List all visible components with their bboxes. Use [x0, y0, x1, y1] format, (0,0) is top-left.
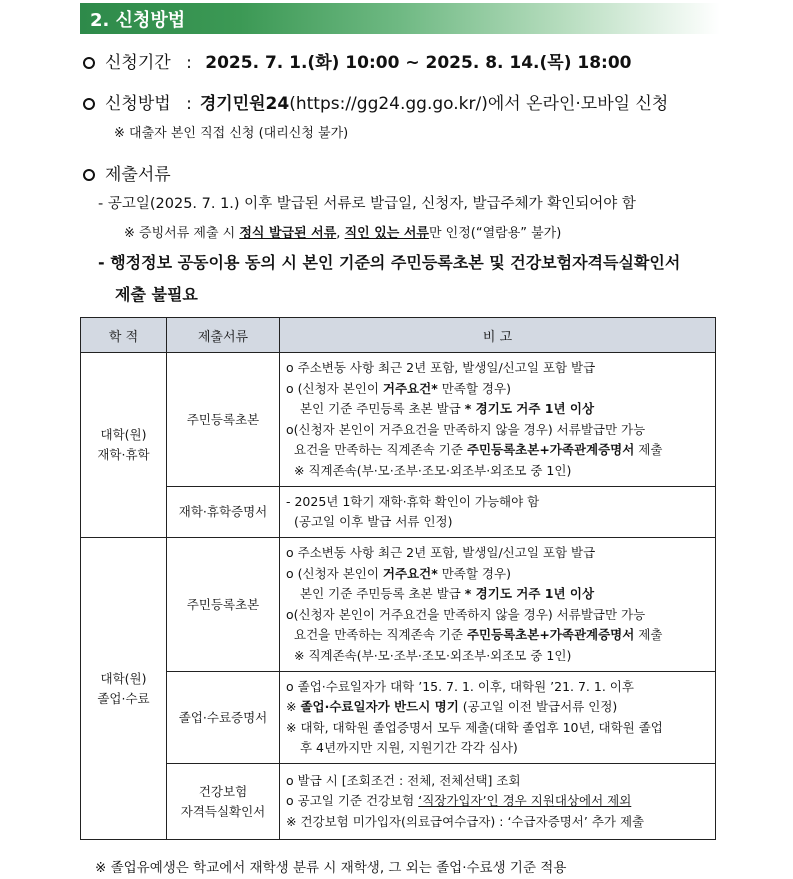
circle-bullet-icon [83, 169, 95, 181]
method-note: ※ 대출자 본인 직접 신청 (대리신청 불가) [114, 126, 349, 141]
table-row [81, 353, 716, 487]
method-label: 신청방법 [105, 94, 171, 114]
remark-line: 본인 기준 주민등록 초본 발급 * 경기도 거주 1년 이상 [300, 586, 595, 601]
remark-line: 요건을 만족하는 직계존속 기준 주민등록초본+가족관계증명서 제출 [294, 627, 663, 642]
period-value: 2025. 7. 1.(화) 10:00 ~ 2025. 8. 14.(목) 18:00 [205, 53, 632, 73]
remark-line: o 주소변동 사항 최근 2년 포함, 발생일/신고일 포함 발급 [286, 360, 596, 375]
status-label: 대학(원) 재학·휴학 [97, 427, 150, 462]
remark-line: o(신청자 본인이 거주요건을 만족하지 않을 경우) 서류발급만 가능 [286, 606, 646, 622]
docs-note-pre: ※ 증빙서류 제출 시 [124, 226, 240, 241]
table-row [81, 672, 716, 764]
remarks-cell [280, 764, 716, 840]
table-row [81, 487, 716, 538]
period-label: 신청기간 [105, 53, 171, 73]
remarks-cell [280, 672, 716, 764]
header-status: 학 적 [81, 318, 167, 353]
docs-note-bold1: 정식 발급된 서류 [239, 226, 337, 241]
remark-line: - 2025년 1학기 재학·휴학 확인이 가능해야 함 [286, 493, 540, 509]
remark-line: ※ 대학, 대학원 졸업증명서 모두 제출(대학 졸업후 10년, 대학원 졸업 [286, 719, 663, 735]
doc-cell: 졸업·수료증명서 [167, 672, 280, 764]
remark-line: o 발급 시 [조회조건 : 전체, 전체선택] 조회 [286, 772, 521, 788]
docs-note [124, 222, 561, 241]
table-row [81, 538, 716, 672]
remark-line: ※ 건강보험 미가입자(의료급여수급자) : ‘수급자증명서’ 추가 제출 [286, 813, 645, 829]
doc-cell [167, 764, 280, 840]
remark-line: ※ 직계존속(부·모·조부·조모·외조부·외조모 중 1인) [294, 647, 572, 663]
remark-line: o(신청자 본인이 거주요건을 만족하지 않을 경우) 서류발급만 가능 [286, 421, 646, 437]
doc-label: 건강보험 자격득실확인서 [180, 783, 266, 819]
header-document: 제출서류 [167, 318, 280, 353]
method-rest: (https://gg24.gg.go.kr/)에서 온라인·모바일 신청 [289, 94, 669, 114]
remark-line: 후 4년까지만 지원, 지원기간 각각 심사) [300, 740, 518, 755]
remark-line: o 공고일 기준 건강보험 ‘직장가입자’인 경우 지원대상에서 제외 [286, 793, 632, 809]
table-header-row [81, 318, 716, 353]
remark-line: ※ 졸업·수료일자가 반드시 명기 (공고일 이전 발급서류 인정) [286, 699, 618, 714]
doc-cell: 재학·휴학증명서 [167, 487, 280, 538]
remark-line: (공고일 이후 발급 서류 인정) [294, 514, 453, 529]
circle-bullet-icon [83, 57, 95, 69]
docs-row [83, 160, 171, 185]
header-remarks: 비 고 [280, 318, 716, 353]
table-row [81, 764, 716, 840]
docs-line1: - 공고일(2025. 7. 1.) 이후 발급된 서류로 발급일, 신청자, 발급주체가 확인되어야 함 [98, 196, 636, 212]
method-row [83, 89, 668, 114]
footer-note: ※ 졸업유예생은 학교에서 재학생 분류 시 재학생, 그 외는 졸업·수료생 기준 적용 [95, 860, 567, 876]
remarks-cell [280, 353, 716, 487]
status-cell-enrolled [81, 353, 167, 538]
circle-bullet-icon [83, 98, 95, 110]
documents-table [80, 317, 716, 840]
remark-line: ※ 직계존속(부·모·조부·조모·외조부·외조모 중 1인) [294, 462, 572, 478]
remark-line: o 졸업·수료일자가 대학 ’15. 7. 1. 이후, 대학원 ’21. 7. 1. 이후 [286, 678, 634, 694]
status-cell-graduated [81, 538, 167, 840]
remark-line: o 주소변동 사항 최근 2년 포함, 발생일/신고일 포함 발급 [286, 545, 596, 560]
status-label: 대학(원) 졸업·수료 [97, 670, 150, 706]
period-row [83, 48, 632, 73]
docs-bold-line2: 제출 불필요 [115, 285, 198, 304]
method-separator: : [186, 94, 192, 114]
docs-note-mid: , [336, 226, 345, 241]
method-site: 경기민원24 [199, 94, 290, 114]
remark-line: o (신청자 본인이 거주요건* 만족할 경우) [286, 380, 511, 396]
remarks-cell [280, 538, 716, 672]
period-separator: : [186, 53, 192, 73]
remark-line: o (신청자 본인이 거주요건* 만족할 경우) [286, 565, 511, 581]
docs-label: 제출서류 [105, 165, 171, 185]
doc-cell: 주민등록초본 [167, 353, 280, 487]
section-title: 2. 신청방법 [90, 10, 186, 31]
remark-line: 요건을 만족하는 직계존속 기준 주민등록초본+가족관계증명서 제출 [294, 442, 663, 457]
docs-bold-line1: - 행정정보 공동이용 동의 시 본인 기준의 주민등록초본 및 건강보험자격득실확인서 [98, 253, 681, 272]
remark-line: 본인 기준 주민등록 초본 발급 * 경기도 거주 1년 이상 [300, 401, 595, 416]
doc-cell: 주민등록초본 [167, 538, 280, 672]
docs-note-bold2: 직인 있는 서류 [344, 226, 429, 241]
docs-note-post: 만 인정(“열람용” 불가) [428, 226, 562, 241]
remarks-cell [280, 487, 716, 538]
